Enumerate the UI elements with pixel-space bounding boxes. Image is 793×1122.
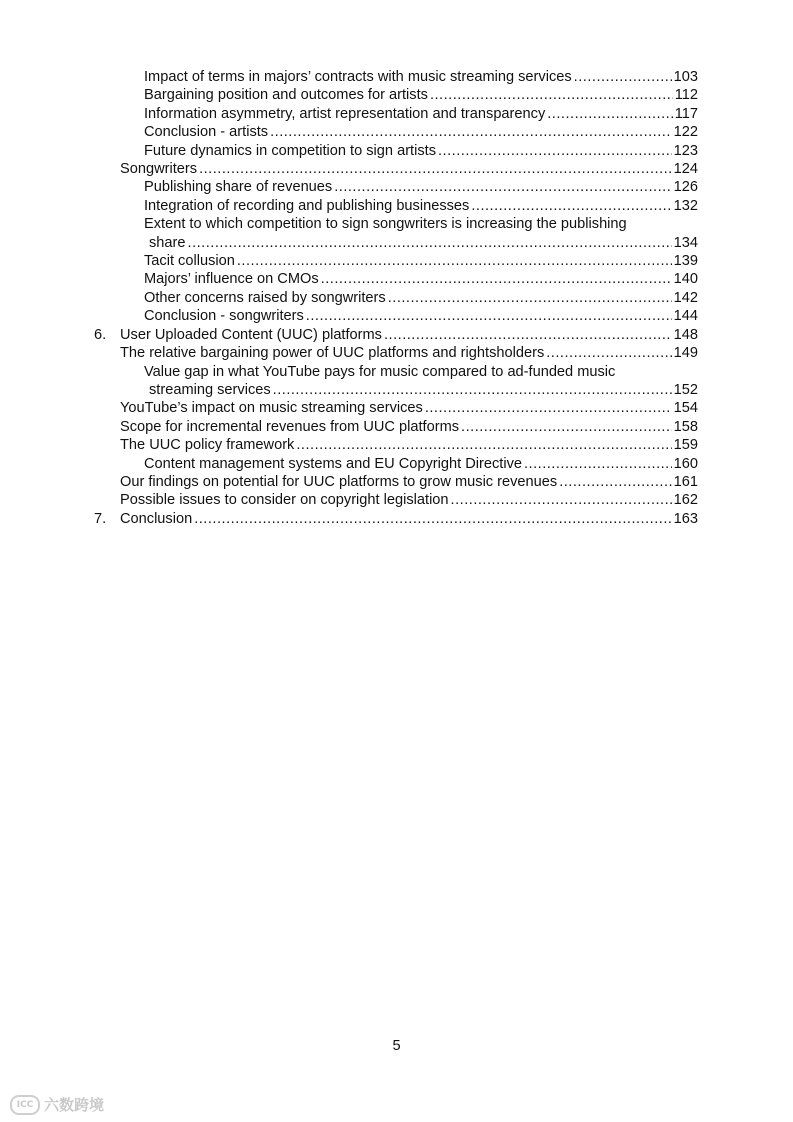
dot-leader: [237, 252, 672, 270]
dot-leader: [574, 68, 672, 86]
toc-entry[interactable]: [94, 270, 698, 288]
toc-entry-title: Conclusion - songwriters: [144, 308, 304, 325]
table-of-contents: [94, 68, 698, 528]
toc-chapter-entry[interactable]: [94, 326, 698, 344]
toc-entry-title: Tacit collusion: [144, 253, 235, 270]
toc-entry-page: 139: [673, 253, 698, 270]
toc-entry[interactable]: [94, 455, 698, 473]
dot-leader: [438, 142, 672, 160]
toc-entry[interactable]: [94, 105, 698, 123]
watermark: [10, 1094, 104, 1115]
dot-leader: [199, 160, 672, 178]
toc-entry-title: Information asymmetry, artist representation and transparency: [144, 105, 546, 122]
toc-entry-title: Integration of recording and publishing businesses: [144, 197, 470, 214]
toc-entry[interactable]: [94, 363, 698, 400]
toc-entry[interactable]: [94, 68, 698, 86]
dot-leader: [334, 178, 671, 196]
toc-entry[interactable]: [94, 436, 698, 454]
watermark-text: 六数跨境: [44, 1096, 105, 1114]
toc-entry-title: The UUC policy framework: [120, 437, 295, 454]
dot-leader: [471, 197, 671, 215]
toc-entry-title: Songwriters: [120, 161, 198, 178]
toc-entry-page: 122: [673, 124, 698, 141]
toc-entry-title: Scope for incremental revenues from UUC platforms: [120, 418, 460, 435]
toc-entry-title: User Uploaded Content (UUC) platforms: [120, 326, 382, 343]
toc-entry-page: 134: [673, 234, 698, 251]
toc-entry[interactable]: [94, 289, 698, 307]
dot-leader: [547, 105, 672, 123]
dot-leader: [430, 86, 673, 104]
toc-entry-title-line2: streaming services: [149, 381, 271, 398]
dot-leader: [296, 436, 671, 454]
toc-entry[interactable]: [94, 142, 698, 160]
toc-entry-page: 148: [673, 326, 698, 343]
toc-entry-title: Conclusion: [120, 510, 193, 527]
toc-entry-title: Future dynamics in competition to sign artists: [144, 142, 436, 159]
toc-chapter-number: 6.: [94, 326, 107, 343]
toc-entry[interactable]: [94, 86, 698, 104]
toc-entry-title: Bargaining position and outcomes for artists: [144, 87, 428, 104]
dot-leader: [321, 270, 672, 288]
toc-entry-title-line1: Extent to which competition to sign songwriters is increasing the publishing: [144, 216, 627, 233]
toc-entry-page: 103: [673, 69, 698, 85]
dot-leader: [546, 344, 671, 362]
toc-entry-title: The relative bargaining power of UUC platforms and rightsholders: [120, 345, 545, 362]
toc-entry-page: 162: [673, 492, 698, 509]
toc-entry-title: Impact of terms in majors’ contracts with music streaming services: [144, 69, 572, 85]
toc-entry[interactable]: [94, 215, 698, 252]
dot-leader: [270, 123, 672, 141]
page-number: 5: [392, 1038, 401, 1054]
toc-entry[interactable]: [94, 160, 698, 178]
toc-entry[interactable]: [94, 252, 698, 270]
toc-chapter-entry[interactable]: [94, 510, 698, 528]
toc-entry-page: 142: [673, 289, 698, 306]
toc-entry-page: 112: [674, 87, 698, 104]
watermark-logo-icon: ICC: [10, 1095, 40, 1115]
toc-entry-page: 132: [673, 197, 698, 214]
toc-entry[interactable]: [94, 491, 698, 509]
dot-leader: [425, 399, 672, 417]
toc-entry[interactable]: [94, 399, 698, 417]
dot-leader: [306, 307, 672, 325]
toc-entry-page: 161: [673, 473, 698, 490]
toc-entry[interactable]: [94, 197, 698, 215]
toc-entry[interactable]: [94, 178, 698, 196]
dot-leader: [461, 418, 672, 436]
dot-leader: [194, 510, 671, 528]
toc-entry-page: 117: [674, 105, 698, 122]
toc-entry-title: Conclusion - artists: [144, 124, 269, 141]
toc-entry-title-line1: Value gap in what YouTube pays for music compared to ad-funded music: [144, 363, 616, 380]
toc-entry[interactable]: [94, 418, 698, 436]
dot-leader: [188, 234, 672, 252]
dot-leader: [384, 326, 672, 344]
toc-entry-page: 160: [673, 455, 698, 472]
toc-entry-page: 159: [673, 437, 698, 454]
toc-entry-title: Publishing share of revenues: [144, 179, 333, 196]
toc-entry-page: 158: [673, 418, 698, 435]
dot-leader: [559, 473, 671, 491]
toc-entry-title: Content management systems and EU Copyright Directive: [144, 455, 522, 472]
toc-entry-title: Our findings on potential for UUC platforms to grow music revenues: [120, 473, 558, 490]
dot-leader: [524, 455, 672, 473]
toc-entry-title: Other concerns raised by songwriters: [144, 289, 386, 306]
toc-entry[interactable]: [94, 123, 698, 141]
toc-entry[interactable]: [94, 473, 698, 491]
toc-entry-page: 144: [673, 308, 698, 325]
dot-leader: [451, 491, 672, 509]
toc-entry-page: 163: [673, 510, 698, 527]
toc-entry-page: 152: [673, 381, 698, 398]
dot-leader: [273, 381, 672, 399]
toc-entry[interactable]: [94, 307, 698, 325]
toc-entry-page: 123: [673, 142, 698, 159]
toc-entry-title: Majors’ influence on CMOs: [144, 271, 319, 288]
dot-leader: [388, 289, 672, 307]
toc-entry-page: 126: [673, 179, 698, 196]
toc-entry-title: Possible issues to consider on copyright legislation: [120, 492, 449, 509]
toc-entry-page: 154: [673, 400, 698, 417]
toc-entry-page: 124: [673, 161, 698, 178]
toc-entry-title: YouTube’s impact on music streaming services: [120, 400, 423, 417]
toc-entry-page: 140: [673, 271, 698, 288]
toc-entry-title-line2: share: [149, 234, 186, 251]
toc-chapter-number: 7.: [94, 510, 107, 527]
toc-entry[interactable]: [94, 344, 698, 362]
toc-entry-page: 149: [673, 345, 698, 362]
